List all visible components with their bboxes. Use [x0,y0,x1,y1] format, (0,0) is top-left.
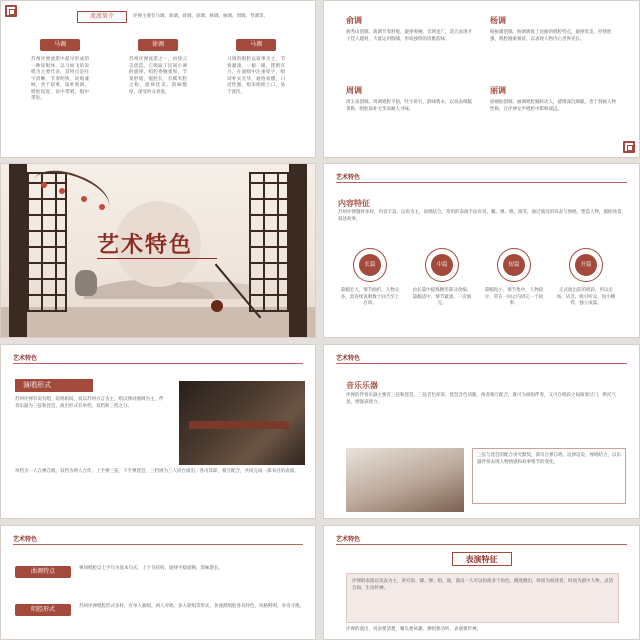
description: 苏州评弹题材多样，内容丰富。以说为主，说唱结合，常用的表演手法有说、噱、弹、唱、演等，通过演员的说表与弹唱，塑造人物，描绘场景，叙述故事。 [338,210,626,222]
genre-block-text: 俞秀山创制。俞调节奏舒缓、旋律委婉，音域宽广，适合表现才子佳人题材，大量运用假嗓，形成独特的清雅韵味。 [346,30,472,42]
genre-text: 苏州评弹流派中最早形成的一种说唱体，以马如飞的说唱为主要代表，其特点是吐字清晰，节奏明快，说唱兼顾，善于叙事，质朴爽朗，唱腔短促，说中带唱，唱中带说。 [31,57,89,101]
genre-block-title: 周调 [346,86,362,95]
body-text: 苏州评弹有说有唱，说唱相间。说以苏州方言为主，唱以弹词曲调为主，伴奏乐器为三弦和琵琶，演出形式有单档、双档和三档之分。 [15,397,164,409]
feature-label: 中篇 [431,254,453,276]
row-text: 弹词唱腔以七字句为基本句式，上下句结构，旋律平稳流畅，韵味悠长。 [79,566,223,571]
feature-label: 长篇 [359,254,381,276]
genre-block-text: 周玉泉创制。周调唱腔平稳，吐字讲究，韵味隽永，以说表细腻著称，唱腔质朴无华而耐人寻味。 [346,100,472,112]
footer-text: 评弹的演出，说表要清楚，噱头要风趣，弹唱要动听，表演要传神。 [346,627,481,632]
slide-performance-form[interactable] [0,344,316,519]
feature-badge [569,248,603,282]
info-box: 评弹的表演以说表为主，讲究说、噱、弹、唱、演，演员一人可以扮演多个角色，跳进跳出，时而为叙述者，时而为剧中人物，灵活自如，生动传神。 [346,573,619,623]
genre-block [346,85,476,113]
feature-item [412,248,472,308]
wooden-frame-right [289,164,307,338]
genre-block-title: 杨调 [490,16,506,25]
body-text-secondary: 单档为一人自弹自唱，双档为两人合作，上手弹三弦，下手弹琵琶，三档则为三人同台演出，各司其职，相互配合，共同完成一部书目的表演。 [15,469,299,474]
row-label: 曲调特点 [15,566,71,578]
wooden-frame-left [9,164,27,338]
genre-block-title: 丽调 [490,86,506,95]
section-title: 艺术特色 [97,233,194,258]
feature-label: 开篇 [575,254,597,276]
vase [75,270,97,296]
header-line [336,544,627,545]
slide-genre-intro[interactable] [0,0,316,158]
genre-label: 马调 [236,39,276,51]
genre-text: 苏州评弹流派之一，由徐云志创造。它吸取了民间小调的旋律，唱腔委婉柔和，节奏舒缓，拖腔长，有糯米腔之称，旋律优美，韵味醇厚，深受听众喜爱。 [129,57,187,95]
title-underline [97,258,217,259]
info-box: 三弦与琵琶的配合讲究默契，演员自弹自唱，边弹边说，弹唱结合，以乐器伴奏表现人物情感和故事情节的变化。 [472,448,626,504]
row-text: 苏州评弹唱腔形式多样，有单人独唱、两人对唱、多人轮唱等形式，各流派唱腔各具特色，风格鲜明，争奇斗艳。 [79,604,304,609]
slide-header: 艺术特色 [336,536,361,543]
subtitle: 音乐乐器 [346,381,378,390]
genre-block-text: 徐丽仙创制。丽调唱腔婉转动人，感情深沉细腻，善于刻画人物性格，在评弹女声唱腔中影响深远。 [490,100,616,112]
feature-text: 篇幅宏大，情节曲折，人物众多，需连续说唱数十回乃至上百回。 [340,288,400,306]
corner-ornament [5,5,17,17]
feature-item [556,248,616,308]
header-line [336,363,627,364]
erhu-body [211,300,223,312]
feature-badge [425,248,459,282]
plum-blossom [99,204,105,210]
genre-column [31,39,89,103]
lattice-window [249,172,289,312]
feature-item [484,248,544,308]
header-line [13,544,303,545]
feature-item [340,248,400,308]
slide-content-features[interactable] [323,163,640,338]
slide-performance-traits[interactable] [323,525,640,640]
genre-block [490,15,620,43]
genre-text: 马调的唱腔以叙事为主，节奏紧凑，一板一眼，铿锵有力，在演唱中注重咬字，唱词朴实无华，通俗易懂，口语性强，唱来朗朗上口，易于流传。 [227,57,285,95]
instrument-photo [346,448,464,512]
genre-label: 马调 [40,39,80,51]
header-line [13,363,303,364]
feature-badge [497,248,531,282]
slide-header: 艺术特色 [336,355,361,362]
genre-column [129,39,187,96]
slide-instruments[interactable] [323,344,640,519]
feature-text: 篇幅短小，情节集中，人物较少，常在一回之内讲完一个故事。 [484,288,544,306]
description: 评弹的伴奏乐器主要有三弦和琵琶。三弦音色浑厚，琵琶音色清脆，两者相互配合，既可为演唱伴奏，又可在唱段之间演奏过门，烘托气氛，增强表现力。 [346,393,616,405]
feature-badge [353,248,387,282]
genre-block-text: 杨振雄创制。杨调吸收了昆曲的唱腔特点，旋律优美，抒情性强，唱腔刚柔相济，以表现人物内心世界见长。 [490,30,612,42]
section-bar: 演唱形式 [15,379,93,392]
genre-label: 徐调 [138,39,178,51]
header-line [336,182,627,183]
slide-section-cover[interactable] [0,163,316,338]
slide-melody[interactable] [0,525,316,640]
slide-header: 艺术特色 [13,355,38,362]
slide-header: 艺术特色 [336,174,361,181]
subtitle: 内容特征 [338,199,370,208]
performance-photo [179,381,305,465]
plum-blossom [59,188,65,194]
section-tag: 流派简介 [77,11,127,23]
genre-block [490,85,620,113]
row-label: 唱腔形式 [15,604,71,616]
plum-blossom [81,196,87,202]
corner-ornament [623,141,635,153]
genre-block [346,15,476,43]
feature-text: 由长篇中提炼精华部分改编，篇幅适中，情节紧凑，一次演完。 [412,288,472,306]
feature-text: 正式演出前的唱段，用以定场、试音、吸引听众，短小精悍，独立成篇。 [556,288,616,306]
plum-blossom [41,182,47,188]
genre-block-title: 俞调 [346,16,362,25]
genre-column [227,39,285,96]
intro-text: 评弹主要有马调、俞调、蒋调、徐调、杨调、丽调、周调、琴调等。 [133,14,268,19]
slide-header: 艺术特色 [13,536,38,543]
slide-genre-details[interactable] [323,0,640,158]
slide-title: 表演特征 [465,555,498,564]
feature-label: 短篇 [503,254,525,276]
